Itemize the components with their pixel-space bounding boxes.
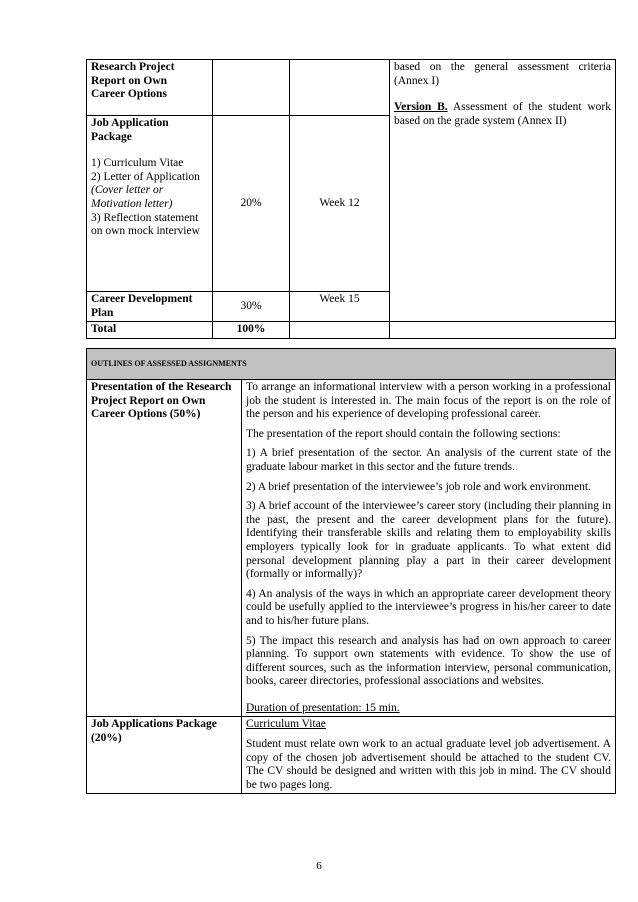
- list-item: 1) Curriculum Vitae: [91, 157, 184, 170]
- table-row: [87, 349, 616, 380]
- version-b-label: Version B.: [394, 101, 448, 114]
- job-application-label: Job Application Package 1) Curriculum Vitae 2) Letter of Application (Cover letter or Motivation letter) 3) Reflection statement on own mock interview: [87, 116, 213, 292]
- version-b-text: Version B. Assessment of the student work based on the grade system (Annex II): [394, 101, 611, 127]
- list-item: 2) Letter of Application: [91, 170, 200, 183]
- cv-heading: Curriculum Vitae: [246, 718, 326, 731]
- total-label: Total: [87, 322, 213, 339]
- career-plan-week: Week 15: [290, 292, 390, 322]
- research-project-week: [290, 60, 390, 116]
- research-project-label: Research Project Report on Own Career Options: [87, 60, 213, 116]
- presentation-label: Presentation of the Research Project Report on Own Career Options (50%): [87, 380, 242, 717]
- list-item: on own mock interview: [91, 225, 200, 238]
- outlines-header: OUTLINES OF ASSESSED ASSIGNMENTS: [87, 349, 616, 380]
- table-row: [87, 60, 616, 116]
- table-row: [87, 717, 616, 794]
- job-package-description: [242, 717, 616, 794]
- table-row: [87, 322, 616, 339]
- cv-text: Student must relate own work to an actual graduate level job advertisement. A copy of the chosen job advertisement should be attached to the student CV. The CV should be designed and written with this job in mind. The CV should be two pages long.: [246, 738, 612, 791]
- total-value: 100%: [213, 322, 290, 339]
- page-number: 6: [316, 860, 322, 872]
- research-project-weight: [213, 60, 290, 116]
- criteria-text: based on the general assessment criteria (Annex I): [394, 61, 611, 87]
- career-plan-label: Career Development Plan: [87, 292, 213, 322]
- job-package-label: Job Applications Package (20%): [87, 717, 242, 794]
- list-item: (Cover letter or: [91, 184, 164, 197]
- career-plan-weight: 30%: [213, 292, 290, 322]
- list-item: Motivation letter): [91, 197, 173, 210]
- outlines-table: [86, 348, 616, 794]
- job-application-weight: 20%: [213, 116, 290, 292]
- presentation-duration: Duration of presentation: 15 min.: [246, 701, 400, 714]
- list-item: 3) Reflection statement: [91, 211, 199, 224]
- table-row: [87, 380, 616, 717]
- assessment-weights-table: [86, 59, 616, 339]
- assessment-criteria-cell: [390, 60, 616, 322]
- presentation-description: To arrange an informational interview with a person working in a professional job the student is interested in. The main focus of the report is on the role of the person and his experience of developing professional career. The presentation of the report should contain the following sections: 1) A brief presentation of the sector. An analysis of the current state of the graduate labour market in this sector and the future trends. 2) A brief presentation of the interviewee’s job role and work environment. 3) A brief account of the interviewee’s career story (including their planning in the past, the present and the career development plans for the future). Identifying their transferable skills and relating them to employability skills employers typically look for in graduate applicants. To what extent did personal development planning play a part in their career development (formally or informally)? 4) An analysis of the ways in which an appropriate career development theory could be usefully applied to the interviewee’s progress in his/her career to date and to his/her future plans. 5) The impact this research and analysis has had on own approach to career planning. To support own statements with evidence. To show the use of different sources, such as the information interview, personal communication, books, career directories, professional associations and websites. Duration of presentation: 15 min.: [242, 380, 616, 717]
- job-application-week: Week 12: [290, 116, 390, 292]
